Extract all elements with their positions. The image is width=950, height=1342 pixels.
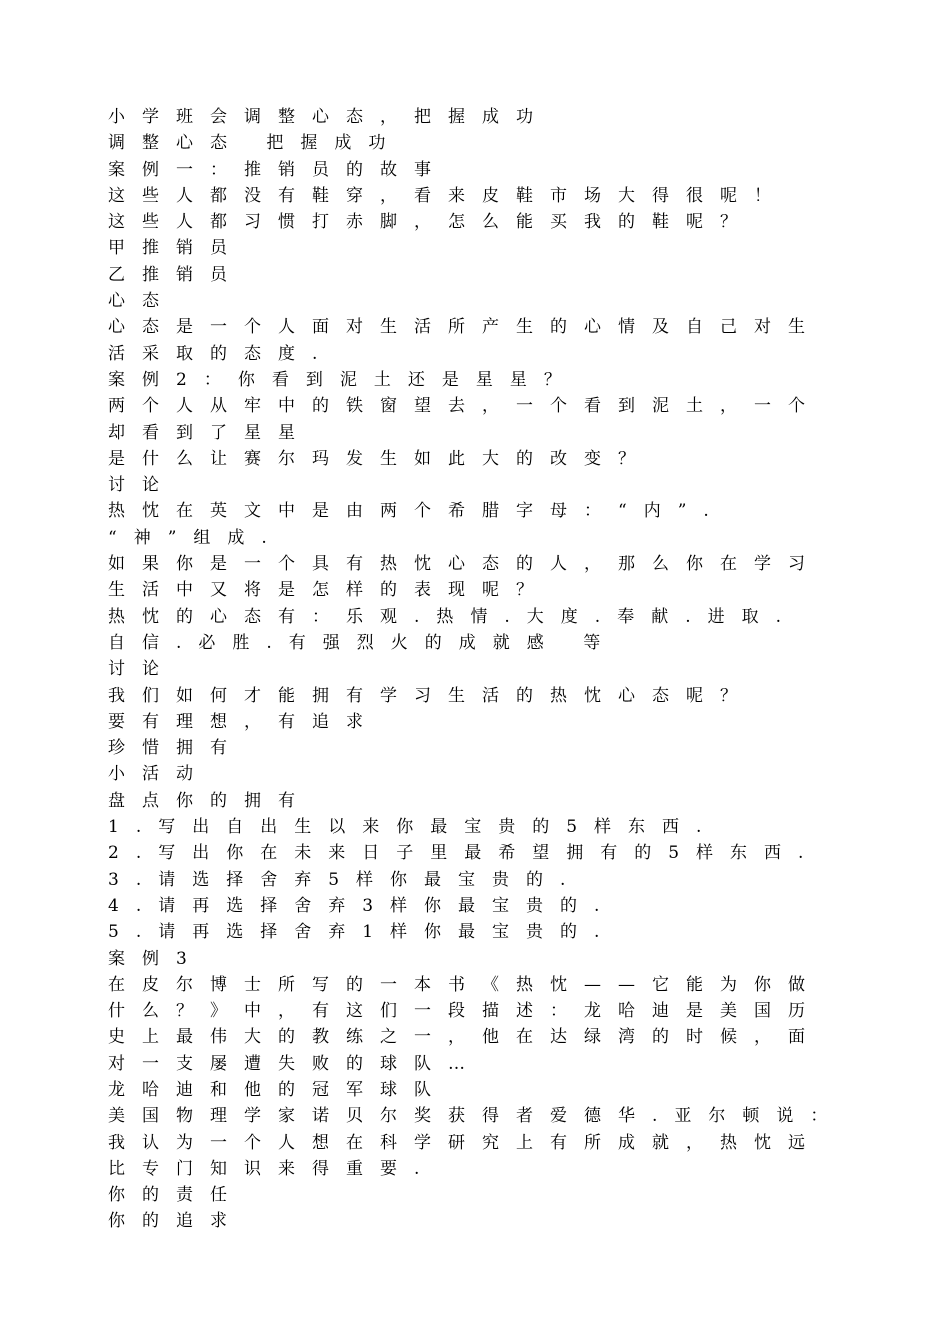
text-line: 讨论 xyxy=(108,475,176,496)
text-line: 却看到了星星 xyxy=(108,422,312,443)
text-line: 2.写出你在未来日子里最希望拥有的5样东西. xyxy=(108,843,821,864)
text-line: 你的责任 xyxy=(108,1185,244,1206)
text-line: 1.写出自出生以来你最宝贵的5样东西. xyxy=(108,817,719,838)
text-line: 热忱的心态有：乐观.热情.大度.奉献.进取. xyxy=(108,606,799,627)
document-body xyxy=(108,104,868,1235)
text-line: 这些人都习惯打赤脚，怎么能买我的鞋呢？ xyxy=(108,212,754,233)
text-line: 龙哈迪和他的冠军球队 xyxy=(108,1079,448,1100)
text-line: 小活动 xyxy=(108,764,210,785)
text-line: 比专门知识来得重要. xyxy=(108,1158,437,1179)
text-line: 调整心态 把握成功 xyxy=(108,133,403,154)
text-line: 要有理想，有追求 xyxy=(108,711,380,732)
text-line: 热忱在英文中是由两个希腊字母：“内”. xyxy=(108,501,726,522)
text-line: 美国物理学家诺贝尔奖获得者爱德华.亚尔顿说： xyxy=(108,1106,845,1127)
text-line: “神”组成. xyxy=(108,527,284,548)
text-line: 史上最伟大的教练之一，他在达绿湾的时候，面 xyxy=(108,1027,822,1048)
text-line: 3.请选择舍弃5样你最宝贵的. xyxy=(108,869,583,890)
text-line: 心态 xyxy=(108,291,176,312)
text-line: 什么？》中，有这们一段描述：龙哈迪是美国历 xyxy=(108,1001,822,1022)
text-line: 讨论 xyxy=(108,659,176,680)
text-line: 小学班会调整心态，把握成功 xyxy=(108,107,550,127)
text-line: 甲推销员 xyxy=(108,238,244,259)
text-line: 如果你是一个具有热忱心态的人，那么你在学习 xyxy=(108,554,822,575)
text-line: 案例一：推销员的故事 xyxy=(108,159,448,180)
text-line: 我们如何才能拥有学习生活的热忱心态呢？ xyxy=(108,685,754,706)
text-line: 乙推销员 xyxy=(108,264,244,285)
text-line: 这些人都没有鞋穿，看来皮鞋市场大得很呢！ xyxy=(108,185,788,206)
text-line: 5.请再选择舍弃1样你最宝贵的. xyxy=(108,922,617,943)
text-line: 是什么让赛尔玛发生如此大的改变？ xyxy=(108,448,652,469)
text-line: 活采取的态度. xyxy=(108,343,335,364)
text-line: 生活中又将是怎样的表现呢？ xyxy=(108,580,550,601)
text-line: 盘点你的拥有 xyxy=(108,790,312,811)
text-line: 案例2：你看到泥土还是星星？ xyxy=(108,369,578,390)
text-line: 我认为一个人想在科学研究上有所成就，热忱远 xyxy=(108,1132,822,1153)
text-line: 两个人从牢中的铁窗望去，一个看到泥土，一个 xyxy=(108,396,822,417)
text-line: 在皮尔博士所写的一本书《热忱——它能为你做 xyxy=(108,974,822,995)
text-line: 自信.必胜.有强烈火的成就感 等 xyxy=(108,632,618,653)
text-line: 你的追求 xyxy=(108,1211,244,1232)
text-line: 案例3 xyxy=(108,948,204,969)
text-line: 4.请再选择舍弃3样你最宝贵的. xyxy=(108,895,617,916)
text-line: 珍惜拥有 xyxy=(108,738,244,759)
text-line: 对一支屡遭失败的球队… xyxy=(108,1053,482,1074)
text-line: 心态是一个人面对生活所产生的心情及自己对生 xyxy=(108,317,822,338)
